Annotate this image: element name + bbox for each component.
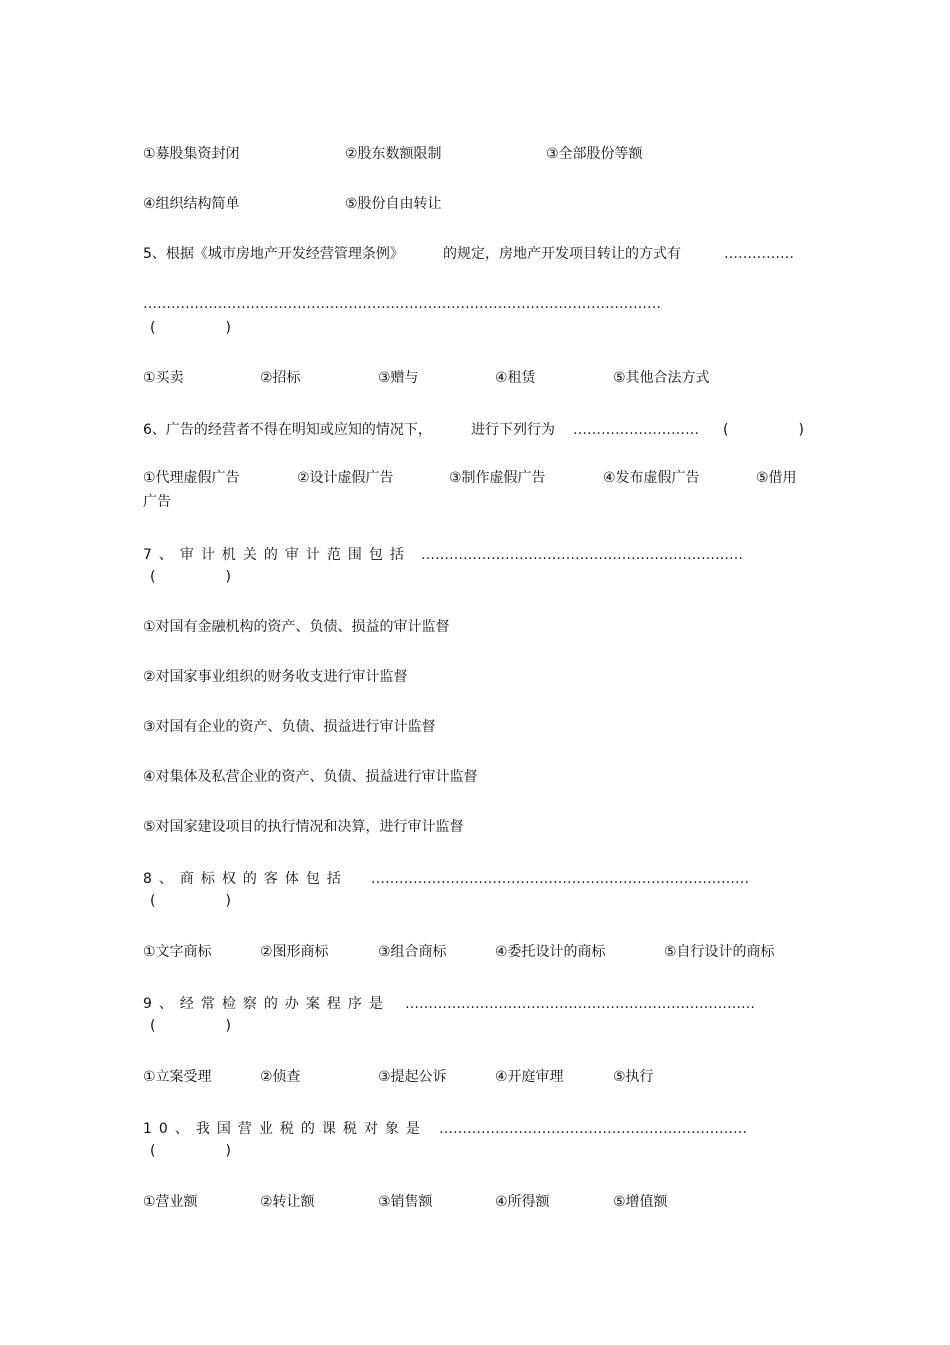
- q10-option-2: ②转让额: [260, 1194, 315, 1210]
- q10-option-3: ③销售额: [378, 1194, 433, 1210]
- q5-option-4: ④租赁: [495, 370, 536, 386]
- q4-option-3: ③全部股份等额: [546, 146, 643, 162]
- q4-option-1: ①募股集资封闭: [143, 146, 240, 162]
- q6-leader-dots: ………………………: [573, 422, 699, 438]
- q9-leader-dots: …………………………………………………………………: [405, 996, 755, 1012]
- q8-option-4: ④委托设计的商标: [495, 944, 606, 960]
- q8-option-3: ③组合商标: [378, 944, 447, 960]
- q9-option-2: ②侦查: [260, 1069, 301, 1085]
- q5-leader-dots-continued: …………………………………………………………………………………………………: [143, 296, 661, 312]
- q10-option-5: ⑤增值额: [613, 1194, 668, 1210]
- q10-option-4: ④所得额: [495, 1194, 550, 1210]
- q9-option-1: ①立案受理: [143, 1069, 212, 1085]
- q8-leader-dots: ………………………………………………………………………: [371, 871, 749, 887]
- q4-option-4: ④组织结构简单: [143, 196, 240, 212]
- q4-option-2: ②股东数额限制: [345, 146, 442, 162]
- q6-option-1: ①代理虚假广告: [143, 470, 240, 486]
- q5-leader-dots: ……………: [724, 246, 794, 262]
- q9-option-5: ⑤执行: [613, 1069, 654, 1085]
- q6-stem-part-1: 6、广告的经营者不得在明知或应知的情况下，: [143, 422, 432, 438]
- q9-option-3: ③提起公诉: [378, 1069, 447, 1085]
- q7-leader-dots: ……………………………………………………………: [421, 547, 743, 563]
- q5-option-1: ①买卖: [143, 370, 184, 386]
- q9-stem-text: 9、经常检察的办案程序是: [143, 996, 390, 1012]
- q8-option-5: ⑤自行设计的商标: [664, 944, 775, 960]
- q8-stem-text: 8、商标权的客体包括: [143, 871, 348, 887]
- q9-option-4: ④开庭审理: [495, 1069, 564, 1085]
- q6-option-2: ②设计虚假广告: [297, 470, 394, 486]
- q6-stem-part-2: 进行下列行为: [471, 422, 555, 438]
- q5-option-2: ②招标: [260, 370, 301, 386]
- q10-leader-dots: …………………………………………………………: [439, 1121, 747, 1137]
- q10-option-1: ①营业额: [143, 1194, 198, 1210]
- q4-option-5: ⑤股份自由转让: [345, 196, 442, 212]
- q6-option-4: ④发布虚假广告: [603, 470, 700, 486]
- q6-option-5: ⑤借用: [756, 470, 797, 486]
- q5-stem-part-1: 5、根据《城市房地产开发经营管理条例》: [143, 246, 404, 262]
- q5-option-5: ⑤其他合法方式: [613, 370, 710, 386]
- q8-option-2: ②图形商标: [260, 944, 329, 960]
- q5-option-3: ③赠与: [378, 370, 419, 386]
- q8-option-1: ①文字商标: [143, 944, 212, 960]
- q5-stem-part-2: 的规定，房地产开发项目转让的方式有: [443, 246, 681, 262]
- q5-leader-line: [143, 295, 665, 313]
- q6-answer-bracket: ( ): [723, 422, 804, 438]
- q7-stem-text: 7、审计机关的审计范围包括: [143, 547, 411, 563]
- document-page: ①募股集资封闭 ②股东数额限制 ③全部股份等额 ④组织结构简单 ⑤股份自由转让 5、根据《城市房地产开发经营管理条例》 的规定，房地产开发项目转让的方式有 …………… ………………………………………………………………………………………………… ( ) ①买卖 ②招标 ③赠与 ④租赁 ⑤其他合法方式 6、广告的经营者不得在明知或应知的情况下， 进行下列行为 ……………………… ( ) ①代理虚假广告 ②设计虚假广告 ③制作虚假广告 ④发布虚假广告 ⑤借用 广告 7、审计机关的审计范围包括 …………………………………………………………… ( ) ①对国有金融机构的资产、负债、损益的审计监督 ②对国家事业组织的财务收支进行审计监督 ③对国有企业的资产、负债、损益进行审计监督 ④对集体及私营企业的资产、负债、损益进行审计监督 ⑤对国家建设项目的执行情况和决算，进行审计监督 8、商标权的客体包括 ……………………………………………………………………… ( ) ①文字商标 ②图形商标 ③组合商标 ④委托设计的商标 ⑤自行设计的商标 9、经常检察的办案程序是 ………………………………………………………………… ( ) ①立案受理 ②侦查 ③提起公诉 ④开庭审理 ⑤执行 10、我国营业税的课税对象是 ………………………………………………………… ( ) ①营业额 ②转让额 ③销售额 ④所得额 ⑤增值额: [143, 146, 804, 1210]
- q10-stem-text: 10、我国营业税的课税对象是: [143, 1121, 427, 1137]
- q6-option-3: ③制作虚假广告: [449, 470, 546, 486]
